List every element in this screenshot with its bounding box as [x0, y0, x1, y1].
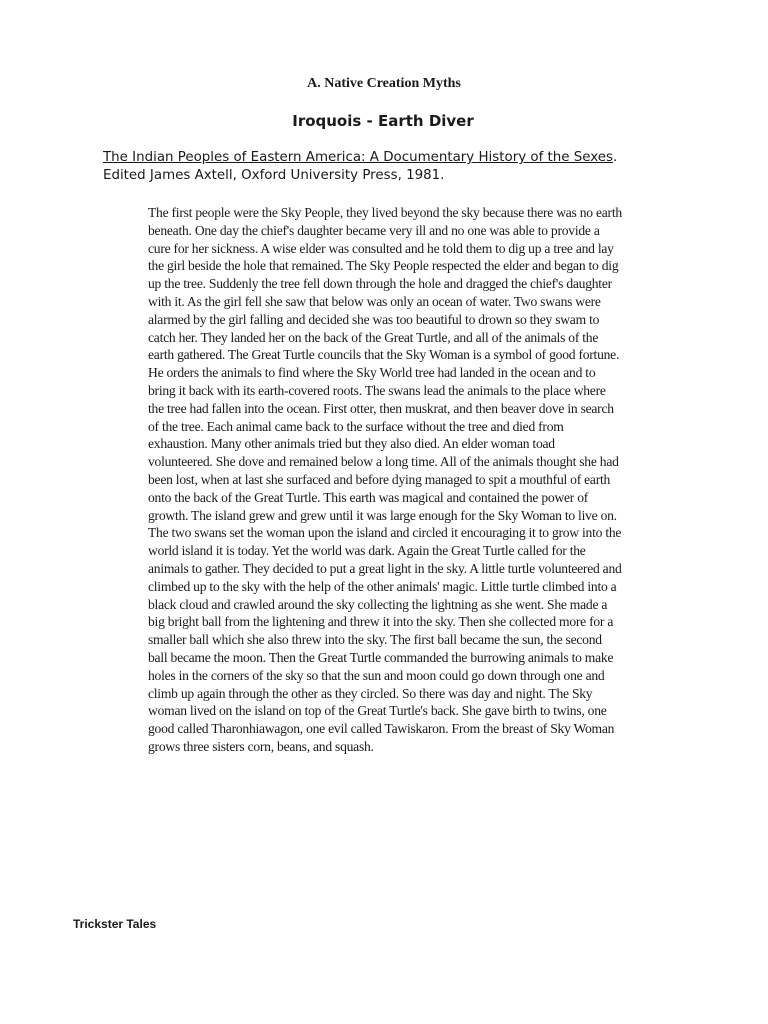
- story-body: The first people were the Sky People, they lived beyond the sky because there was no earth beneath. One day the chief's daughter became very ill and no one was able to provide a cure for her sickness. A wise elder was consulted and he told them to dig up a tree and lay the girl beside the hole that remained. The Sky People respected the elder and began to dig up the tree. Suddenly the tree fell down through the hole and dragged the chief's daughter with it. As the girl fell she saw that below was only an ocean of water. Two swans were alarmed by the girl falling and decided she was too beautiful to drown so they swam to catch her. They landed her on the back of the Great Turtle, and all of the animals of the earth gathered. The Great Turtle councils that the Sky Woman is a symbol of good fortune. He orders the animals to find where the Sky World tree had landed in the ocean and to bring it back with its earth-covered roots. The swans lead the animals to the place where the tree had fallen into the ocean. First otter, then muskrat, and then beaver dove in search of the tree. Each animal came back to the surface without the tree and died from exhaustion. Many other animals tried but they also died. An elder woman toad volunteered. She dove and remained below a long time. All of the animals thought she had been lost, when at last she surfaced and before dying managed to spit a mouthful of earth onto the back of the Great Turtle. This earth was magical and contained the power of growth. The island grew and grew until it was large enough for the Sky Woman to live on. The two swans set the woman upon the island and circled it encouraging it to grow into the world island it is today. Yet the world was dark. Again the Great Turtle called for the animals to gather. They decided to put a great light in the sky. A little turtle volunteered and climbed up to the sky with the help of the other animals' magic. Little turtle climbed into a black cloud and crawled around the sky collecting the lightning as she went. She made a big bright ball from the lightening and threw it into the sky. Then she collected more for a smaller ball which she also threw into the sky. The first ball became the sun, the second ball became the moon. Then the Great Turtle commanded the burrowing animals to make holes in the corners of the sky so that the sun and moon could go down through one and climb up again through the other as they circled. So there was day and night. The Sky woman lived on the island on top of the Great Turtle's back. She gave birth to twins, one good called Tharonhiawagon, one evil called Tawiskaron. From the breast of Sky Woman grows three sisters corn, beans, and squash.: [148, 205, 622, 754]
- story-title: Iroquois - Earth Diver: [292, 112, 474, 130]
- citation-details: . Edited James Axtell, Oxford University Press, 1981.: [103, 150, 618, 183]
- citation: [103, 149, 663, 185]
- section-title: A. Native Creation Myths: [307, 76, 461, 91]
- next-section-heading: Trickster Tales: [73, 917, 157, 931]
- citation-title: The Indian Peoples of Eastern America: A Documentary History of the Sexes: [103, 150, 614, 165]
